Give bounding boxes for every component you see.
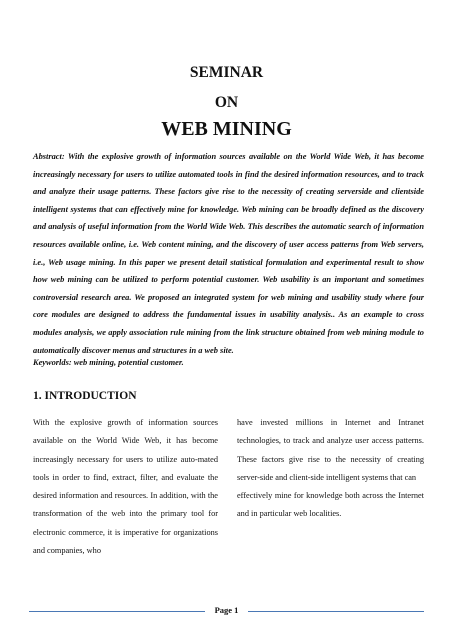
abstract-paragraph: Abstract: With the explosive growth of information sources available on the World Wide Web, it has become increasingly necessary for users to utilize automated tools in find the desired information resources, and to track and analyze their usage patterns. These factors give rise to the necessity of creating serverside and clientside intelligent systems that can effectively mine for knowledge. Web mining can be broadly defined as the discovery and analysis of useful information from the World Wide Web. This describes the automatic search of information resources available online, i.e. Web content mining, and the discovery of user access patterns from Web servers, i.e., Web usage mining. In this paper we present detail statistical formulation and experimental result to show how web mining can be utilized to perform potential customer. Web usability is an important and sometimes controversial research area. We proposed an integrated system for web mining and usability study where four core modules are designed to address the fundamental issues in usability analysis.. As an example to cross modules analysis, we apply association rule mining from the link structure obtained from web mining module to automatically discover menus and structures in a web site. [33,152,424,355]
title-seminar: SEMINAR [189,64,264,81]
intro-right-paragraph-2: effectively mine for knowledge both across the Internet and in particular web localities. [237,491,424,519]
section-heading-introduction: 1. INTRODUCTION [33,390,137,402]
footer-page-number: Page 1 [214,605,239,615]
title-web-mining: WEB MINING [161,118,292,140]
intro-right-paragraph-1: have invested millions in Internet and Intranet technologies, to track and analyze user access patterns. These factors give rise to the necessity of creating server-side and client-side intelligent systems that can [237,418,424,482]
footer-rule-right [248,611,424,612]
intro-column-right [237,414,424,524]
keywords-line: Keyworlds: web mining, potential customer. [33,358,184,367]
footer-rule-left [29,611,205,612]
intro-column-left: With the explosive growth of information sources available on the World Wide Web, it has become increasingly necessary for users to utilize auto-mated tools in order to find, extract, filter, and evaluate the desired information and resources. In addition, with the transformation of the web into the primary tool for electronic commerce, it is imperative for organizations and companies, who [33,418,218,556]
title-on: ON [214,94,239,111]
